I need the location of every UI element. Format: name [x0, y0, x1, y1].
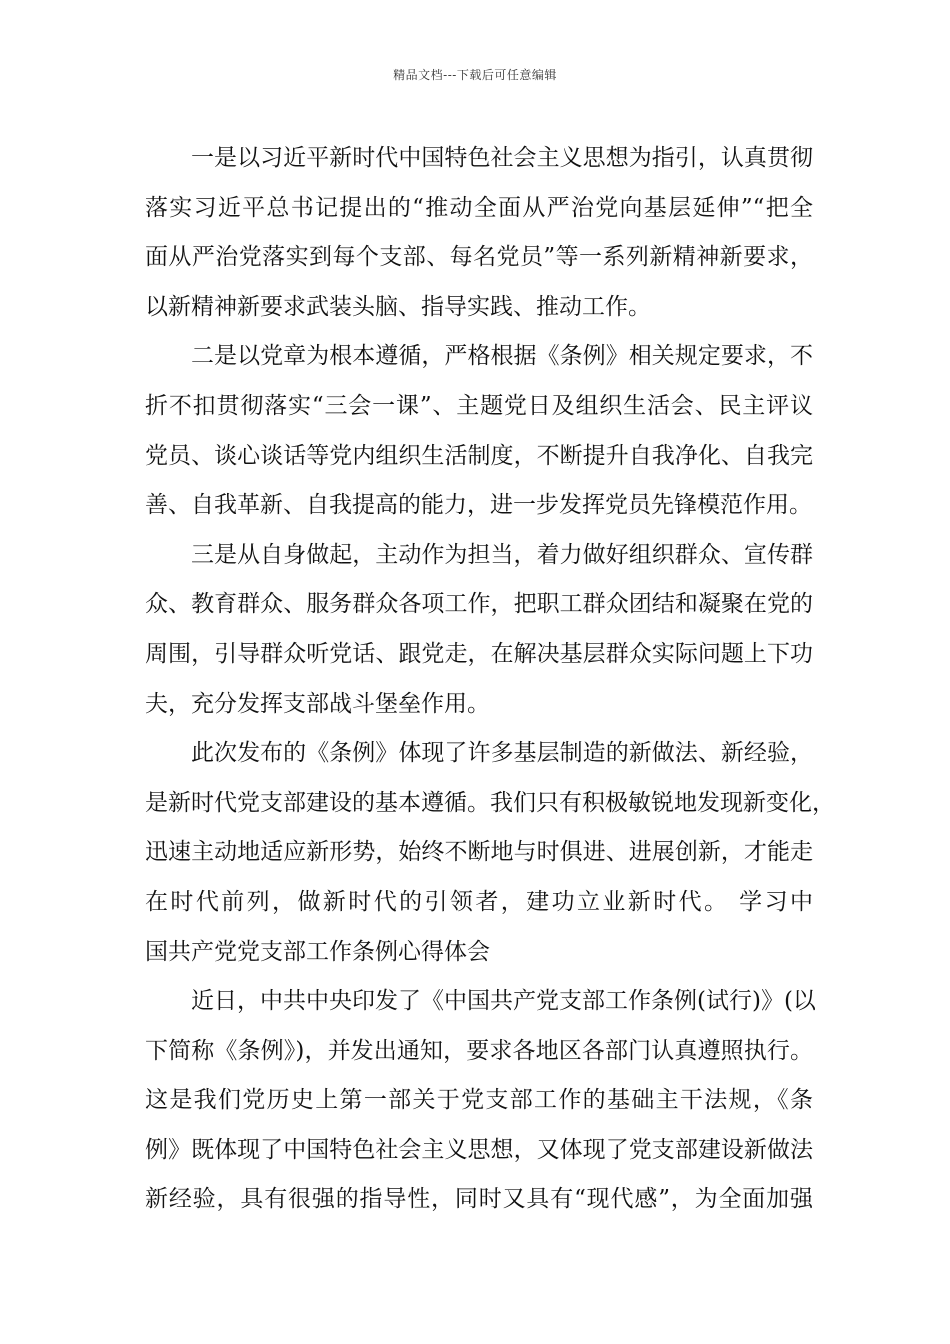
text-line: 面从严治党落实到每个支部、每名党员”等一系列新精神新要求，: [145, 244, 813, 271]
text-line: 落实习近平总书记提出的“推动全面从严治党向基层延伸”“把全: [145, 194, 813, 221]
text-line: 在时代前列，做新时代的引领者，建功立业新时代。 学习中: [145, 888, 813, 915]
text-line: 迅速主动地适应新形势，始终不断地与时俱进、进展创新，才能走: [145, 839, 813, 866]
text-line: 以新精神新要求武装头脑、指导实践、推动工作。: [145, 293, 651, 320]
text-line: 二是以党章为根本遵循，严格根据《条例》相关规定要求，不: [191, 343, 813, 370]
text-line: 众、教育群众、服务群众各项工作，把职工群众团结和凝聚在党的: [145, 591, 813, 618]
text-line: 三是从自身做起，主动作为担当，着力做好组织群众、宣传群: [191, 541, 813, 568]
document-body: [145, 134, 835, 1225]
text-line: 一是以习近平新时代中国特色社会主义思想为指引，认真贯彻: [191, 145, 813, 171]
text-line: 折不扣贯彻落实“三会一课”、主题党日及组织生活会、民主评议: [145, 392, 813, 419]
text-line: 近日，中共中央印发了《中国共产党支部工作条例(试行)》(以: [191, 988, 816, 1015]
text-line: 例》既体现了中国特色社会主义思想，又体现了党支部建设新做法: [145, 1136, 813, 1163]
text-line: 党员、谈心谈话等党内组织生活制度，不断提升自我净化、自我完: [145, 442, 813, 469]
text-line: 此次发布的《条例》体现了许多基层制造的新做法、新经验，: [191, 740, 813, 767]
text-line: 夫，充分发挥支部战斗堡垒作用。: [145, 690, 490, 717]
text-line: 下简称《条例》)，并发出通知，要求各地区各部门认真遵照执行。: [145, 1037, 813, 1064]
text-line: 新经验，具有很强的指导性，同时又具有“现代感”，为全面加强: [145, 1186, 813, 1213]
text-line: 周围，引导群众听党话、跟党走，在解决基层群众实际问题上下功: [145, 640, 813, 667]
text-line: 善、自我革新、自我提高的能力，进一步发挥党员先锋模范作用。: [145, 492, 812, 519]
text-line: 国共产党党支部工作条例心得体会: [145, 938, 490, 965]
text-line: 是新时代党支部建设的基本遵循。我们只有积极敏锐地发现新变化，: [145, 789, 835, 816]
text-line: 这是我们党历史上第一部关于党支部工作的基础主干法规，《条: [145, 1087, 813, 1114]
page-header: 精品文档---下载后可任意编辑: [393, 68, 557, 82]
